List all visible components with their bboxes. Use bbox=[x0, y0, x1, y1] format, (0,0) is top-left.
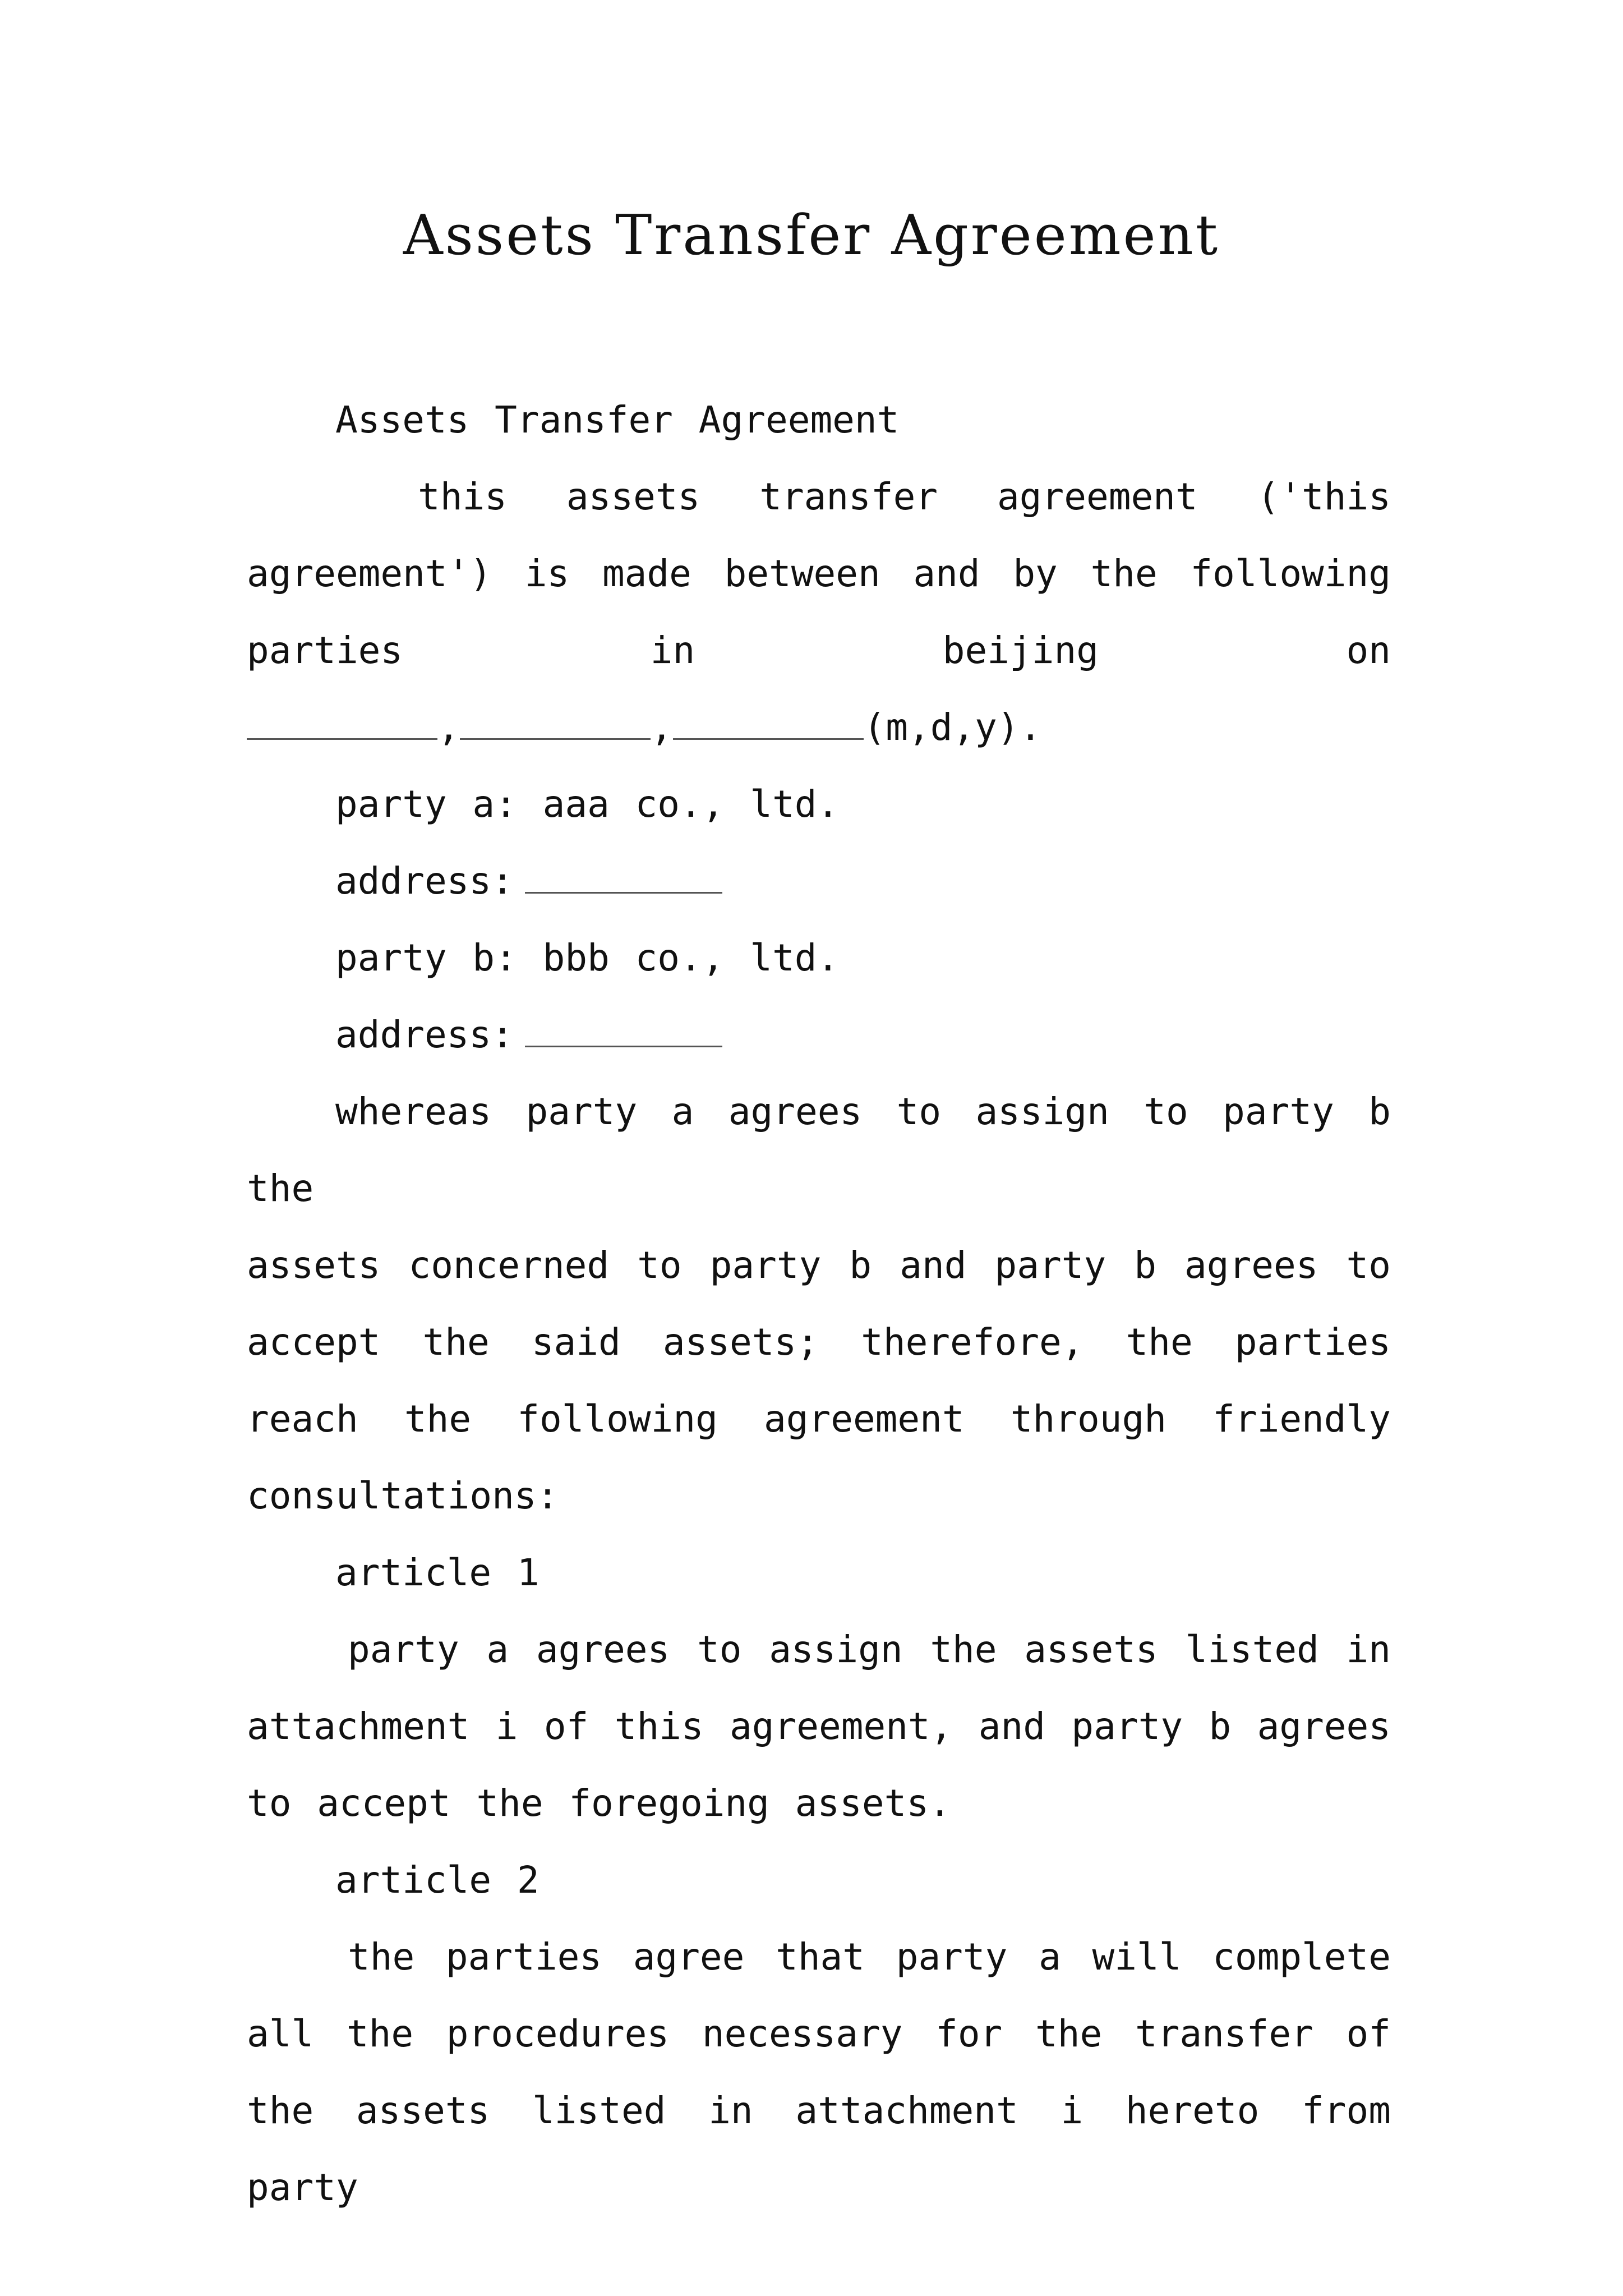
date-year-blank bbox=[673, 701, 864, 740]
whereas-line-5: consultations: bbox=[247, 1474, 559, 1517]
address-label: address: bbox=[335, 859, 514, 903]
date-month-blank bbox=[247, 701, 437, 740]
article-2-line-3: the assets listed in attachment i hereto from party bbox=[247, 2089, 1391, 2209]
article-2-line-2: all the procedures necessary for the transfer of bbox=[247, 2012, 1391, 2055]
party-a-address bbox=[247, 843, 1391, 919]
whereas-line-4: reach the following agreement through friendly bbox=[247, 1397, 1391, 1441]
address-blank bbox=[525, 1009, 722, 1047]
article-1-line-1: party a agrees to assign the assets listed in bbox=[348, 1628, 1391, 1671]
intro-line-2: agreement') is made between and by the following bbox=[247, 552, 1391, 595]
document-body bbox=[247, 381, 1391, 2226]
party-b: party b: bbb co., ltd. bbox=[335, 936, 840, 979]
whereas-line-2: assets concerned to party b and party b agrees to bbox=[247, 1244, 1391, 1287]
article-1-line-2: attachment i of this agreement, and party b agrees bbox=[247, 1705, 1391, 1748]
intro-line-3: parties in beijing on bbox=[247, 629, 1391, 672]
whereas-line-3: accept the said assets; therefore, the parties bbox=[247, 1320, 1391, 1364]
date-line bbox=[247, 689, 1391, 766]
subtitle: Assets Transfer Agreement bbox=[335, 398, 900, 441]
intro-line-1: this assets transfer agreement ('this bbox=[418, 475, 1391, 518]
article-1-line-3: to accept the foregoing assets. bbox=[247, 1782, 951, 1825]
whereas-line-1: whereas party a agrees to assign to party b the bbox=[247, 1090, 1391, 1210]
article-2-line-1: the parties agree that party a will complete bbox=[348, 1935, 1391, 1978]
address-label: address: bbox=[335, 1013, 514, 1056]
party-b-address bbox=[247, 996, 1391, 1073]
article-2-heading: article 2 bbox=[335, 1858, 540, 1902]
date-separator-2: , bbox=[650, 706, 673, 749]
article-1-heading: article 1 bbox=[335, 1551, 540, 1594]
address-blank bbox=[525, 855, 722, 894]
document-title: Assets Transfer Agreement bbox=[403, 204, 1220, 268]
party-a: party a: aaa co., ltd. bbox=[335, 783, 840, 826]
date-day-blank bbox=[460, 701, 651, 740]
date-suffix: (m,d,y). bbox=[863, 706, 1042, 749]
date-separator-1: , bbox=[437, 706, 460, 749]
